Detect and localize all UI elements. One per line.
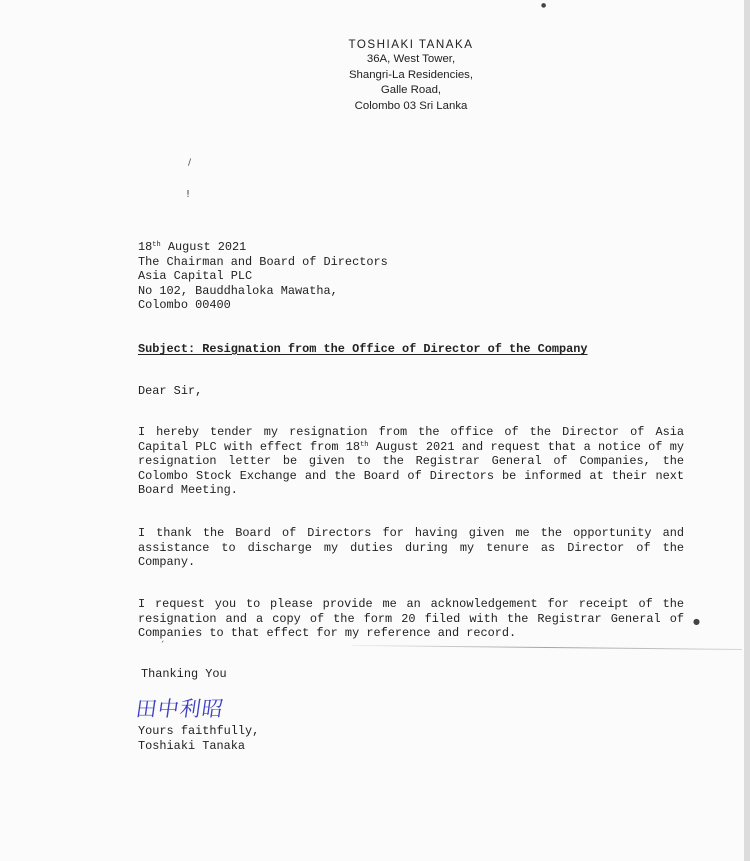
paragraph-3: I request you to please provide me an acknowledgement for receipt of the resignation and a copy of the form 20 filed with the Registrar General of Companies to that effect for my reference and record. xyxy=(138,597,684,641)
signature-image: 田中利昭 xyxy=(134,697,226,721)
paragraph-2: I thank the Board of Directors for having given me the opportunity and assistance to discharge my duties during my tenure as Director of the Company. xyxy=(138,526,684,570)
scan-speck: ● xyxy=(693,617,700,626)
recipient-line: Asia Capital PLC xyxy=(138,269,253,284)
scan-speck: ! xyxy=(186,189,191,200)
sender-address-line: Galle Road, xyxy=(380,84,442,97)
paragraph-1: I hereby tender my resignation from the office of the Director of Asia Capital PLC with effect from 18th August 2021 and request that a notice of my resignation letter be given to the Registrar General of Companies, the Colombo Stock Exchange and the Board of Directors be informed at their next Board Meeting. xyxy=(138,425,685,498)
thanking-line: Thanking You xyxy=(141,667,227,681)
scan-speck: ● xyxy=(541,2,547,9)
scan-speck: ˊ xyxy=(160,641,165,651)
salutation: Dear Sir, xyxy=(138,384,203,398)
recipient-line: No 102, Bauddhaloka Mawatha, xyxy=(138,283,338,298)
recipient-line: The Chairman and Board of Directors xyxy=(138,254,388,269)
subject-line: Subject: Resignation from the Office of Director of the Company xyxy=(138,342,588,356)
closing-block xyxy=(138,724,259,753)
sender-address-line: Colombo 03 Sri Lanka xyxy=(354,99,468,112)
sender-address-line: 36A, West Tower, xyxy=(366,53,456,66)
signatory-name: Toshiaki Tanaka xyxy=(138,738,246,753)
recipient-block xyxy=(138,240,388,313)
page-edge xyxy=(744,0,750,861)
recipient-line: Colombo 00400 xyxy=(138,298,231,313)
letter-date: 18th August 2021 xyxy=(138,240,247,254)
closing-line: Yours faithfully, xyxy=(138,724,260,738)
sender-header xyxy=(330,37,492,114)
sender-name: TOSHIAKI TANAKA xyxy=(348,38,474,51)
sender-address-line: Shangri-La Residencies, xyxy=(348,68,474,81)
scan-line-artifact xyxy=(352,645,742,650)
scan-speck: / xyxy=(188,158,192,168)
